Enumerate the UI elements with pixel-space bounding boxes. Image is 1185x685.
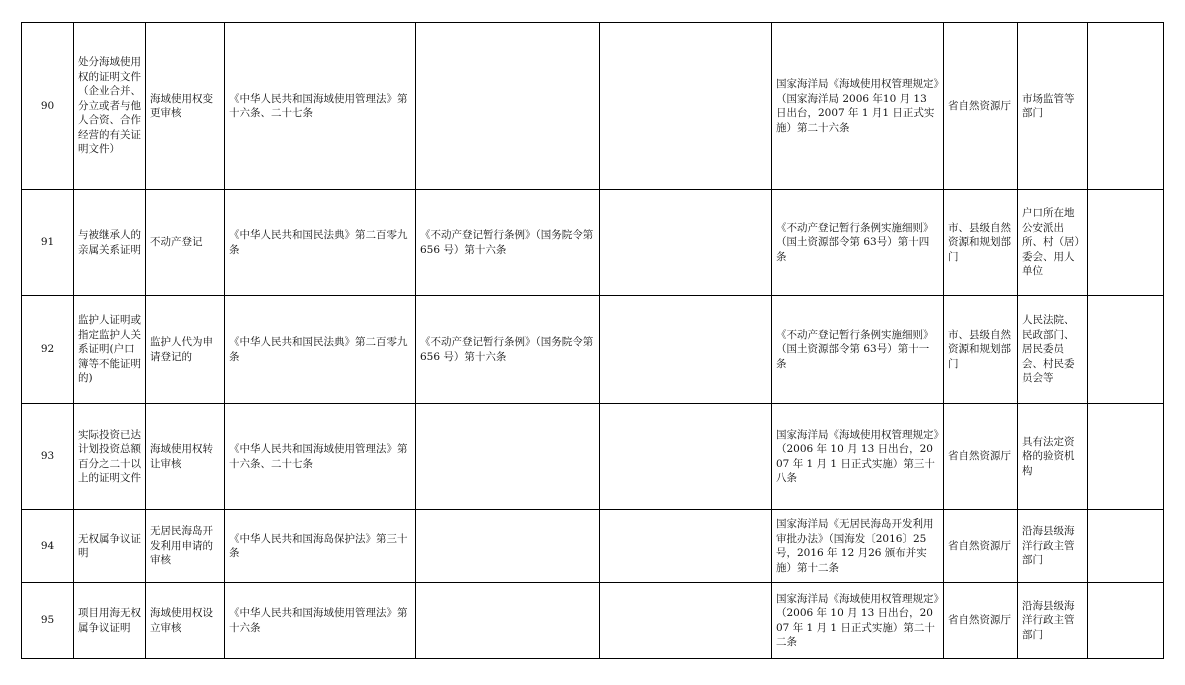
issuer-cell: 户口所在地公安派出所、村（居）委会、用人单位 [1018,190,1088,296]
table-row [22,404,1164,510]
material-cell: 处分海域使用权的证明文件（企业合并、分立或者与他人合资、合作经营的有关证明文件） [74,23,146,190]
material-cell: 项目用海无权属争议证明 [74,583,146,659]
department-cell: 省自然资源厅 [944,510,1018,583]
department-cell: 省自然资源厅 [944,23,1018,190]
issuer-cell: 沿海县级海洋行政主管部门 [1018,583,1088,659]
regulation-cell: 《不动产登记暂行条例》（国务院令第 656 号）第十六条 [416,190,600,296]
local-regulation-cell [600,296,772,404]
regulation-cell: 《不动产登记暂行条例》（国务院令第 656 号）第十六条 [416,296,600,404]
law-cell: 《中华人民共和国海域使用管理法》第十六条、二十七条 [225,404,416,510]
law-cell: 《中华人民共和国民法典》第二百零九条 [225,296,416,404]
remark-cell [1088,296,1164,404]
regulation-cell [416,583,600,659]
law-cell: 《中华人民共和国海域使用管理法》第十六条 [225,583,416,659]
rule-cell: 国家海洋局《海域使用权管理规定》（2006 年 10 月 13 日出台，2007 年 1 月 1 日正式实施）第二十二条 [772,583,944,659]
matter-cell: 海域使用权变更审核 [146,23,225,190]
issuer-cell: 市场监管等部门 [1018,23,1088,190]
table-row [22,296,1164,404]
local-regulation-cell [600,510,772,583]
material-cell: 与被继承人的亲属关系证明 [74,190,146,296]
rule-cell: 《不动产登记暂行条例实施细则》（国土资源部令第 63号）第十一条 [772,296,944,404]
row-number: 90 [22,23,74,190]
table-row [22,583,1164,659]
law-cell: 《中华人民共和国海域使用管理法》第十六条、二十七条 [225,23,416,190]
department-cell: 省自然资源厅 [944,583,1018,659]
row-number: 94 [22,510,74,583]
row-number: 92 [22,296,74,404]
matter-cell: 无居民海岛开发利用申请的审核 [146,510,225,583]
row-number: 93 [22,404,74,510]
rule-cell: 国家海洋局《无居民海岛开发利用审批办法》（国海发〔2016〕25 号，2016 年 12 月26 颁布并实施）第十二条 [772,510,944,583]
local-regulation-cell [600,190,772,296]
department-cell: 市、县级自然资源和规划部门 [944,190,1018,296]
table-body [22,23,1164,659]
department-cell: 省自然资源厅 [944,404,1018,510]
row-number: 91 [22,190,74,296]
law-cell: 《中华人民共和国海岛保护法》第三十条 [225,510,416,583]
remark-cell [1088,404,1164,510]
issuer-cell: 沿海县级海洋行政主管部门 [1018,510,1088,583]
rule-cell: 国家海洋局《海域使用权管理规定》（国家海洋局 2006 年10 月 13 日出台，2007 年 1 月1 日正式实施）第二十六条 [772,23,944,190]
regulation-cell [416,404,600,510]
matter-cell: 监护人代为申请登记的 [146,296,225,404]
regulation-cell [416,510,600,583]
department-cell: 市、县级自然资源和规划部门 [944,296,1018,404]
remark-cell [1088,190,1164,296]
regulation-cell [416,23,600,190]
table-row [22,23,1164,190]
matter-cell: 海域使用权设立审核 [146,583,225,659]
remark-cell [1088,583,1164,659]
matter-cell: 不动产登记 [146,190,225,296]
matter-cell: 海域使用权转让审核 [146,404,225,510]
remark-cell [1088,510,1164,583]
table-row [22,510,1164,583]
row-number: 95 [22,583,74,659]
law-cell: 《中华人民共和国民法典》第二百零九条 [225,190,416,296]
material-cell: 无权属争议证明 [74,510,146,583]
material-cell: 监护人证明或指定监护人关系证明(户口簿等不能证明的) [74,296,146,404]
local-regulation-cell [600,583,772,659]
rule-cell: 国家海洋局《海域使用权管理规定》（2006 年 10 月 13 日出台，2007 年 1 月 1 日正式实施）第三十八条 [772,404,944,510]
table-row [22,190,1164,296]
local-regulation-cell [600,23,772,190]
remark-cell [1088,23,1164,190]
material-cell: 实际投资已达计划投资总额百分之二十以上的证明文件 [74,404,146,510]
certificate-requirements-table [21,22,1164,659]
issuer-cell: 人民法院、民政部门、居民委员会、村民委员会等 [1018,296,1088,404]
rule-cell: 《不动产登记暂行条例实施细则》（国土资源部令第 63号）第十四条 [772,190,944,296]
local-regulation-cell [600,404,772,510]
issuer-cell: 具有法定资格的验资机构 [1018,404,1088,510]
